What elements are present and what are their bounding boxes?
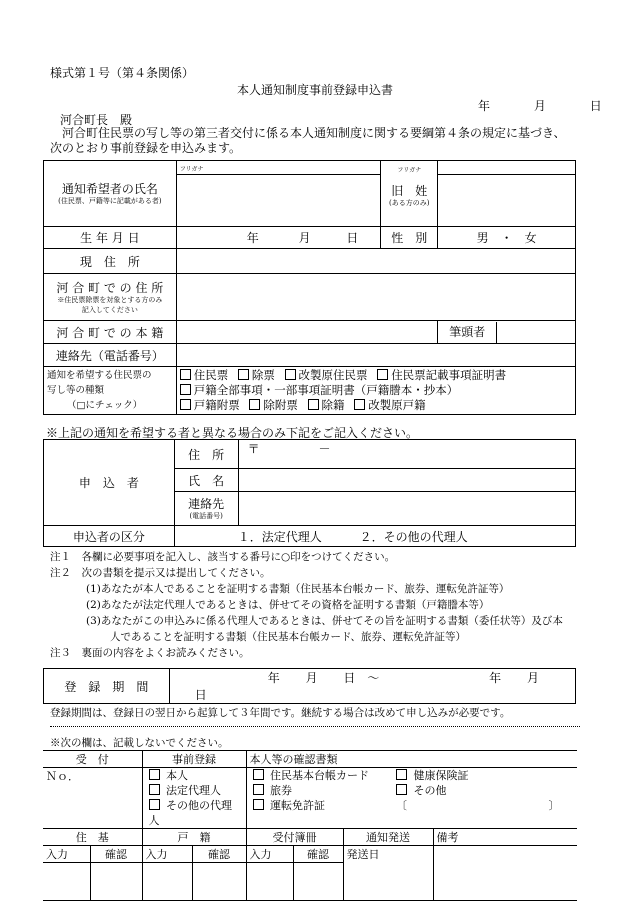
jyuki-header: 住 基 — [43, 829, 142, 846]
period-end-month: 月 — [526, 671, 539, 685]
name-input-cell[interactable] — [176, 175, 381, 227]
remarks-cell[interactable] — [433, 846, 577, 901]
prior-registration-header: 事前登録 — [142, 751, 246, 768]
birthdate-year-label: 年 — [246, 231, 259, 245]
former-name-label: 旧 姓 — [391, 183, 428, 198]
checkbox-kaisei-koseki[interactable]: 改製原戸籍 — [354, 398, 426, 412]
postal-mark: 〒 — [247, 442, 260, 456]
reg-option-self[interactable]: 本人 — [149, 768, 243, 783]
honseki-label: 河 合 町 で の 本 籍 — [44, 321, 177, 344]
reg-option-legal[interactable]: 法定代理人 — [149, 783, 243, 798]
form-title: 本人通知制度事前登録申込書 — [236, 83, 393, 97]
hittosha-input[interactable] — [497, 322, 575, 343]
doc-option-license[interactable]: 運転免許証 — [253, 798, 393, 813]
note2-item3b: 人であることを証明する書類（住民基本台帳カード、旅券、運転免許証等） — [110, 631, 467, 643]
name-note: (住民票、戸籍等に記載がある者) — [58, 197, 162, 206]
office-notice: ※次の欄は、記載しないでください。 — [50, 737, 229, 749]
note2-item3a: (3)あなたがこの申込みに係る代理人であるときは、併せてその旨を証明する書類（委任状等）及び本 — [86, 615, 563, 627]
send-date-label: 発送日 — [346, 848, 380, 861]
doc-option-juki-card[interactable]: 住民基本台帳カード — [253, 768, 393, 783]
honseki-input[interactable] — [176, 321, 438, 344]
period-start-year: 年 — [267, 671, 280, 685]
checkbox-koseki-jiko[interactable]: 戸籍全部事項・一部事項証明書（戸籍謄本・抄本） — [180, 383, 459, 397]
note2-text: 次の書類を提示又は提出してください。 — [81, 567, 271, 579]
checkbox-jofuhyo[interactable]: 除附票 — [249, 398, 298, 412]
applicant-address-input[interactable] — [238, 440, 575, 469]
note1-label: 注１ — [50, 551, 71, 563]
date-day-label: 日 — [589, 99, 602, 113]
former-furigana-cell[interactable] — [438, 161, 576, 175]
office-table — [43, 750, 577, 901]
checkbox-joseki[interactable]: 除籍 — [308, 398, 345, 412]
koseki-header: 戸 籍 — [142, 829, 246, 846]
applicant-contact-input[interactable] — [238, 492, 575, 526]
reg-options-cell — [142, 768, 246, 829]
doc-option-passport[interactable]: 旅券 — [253, 783, 393, 798]
period-start-month: 月 — [305, 671, 318, 685]
ledger-header: 受付簿冊 — [246, 829, 343, 846]
birthdate-day-label: 日 — [346, 231, 359, 245]
kawai-address-label-cell — [44, 274, 177, 321]
recipient-table — [43, 160, 576, 415]
applicant-contact-note: (電話番号) — [189, 512, 223, 521]
birthdate-input-cell[interactable] — [176, 227, 381, 249]
period-note: 登録期間は、登録日の翌日から起算して３年間です。継続する場合は改めて申し込みが必要です。 — [50, 707, 511, 719]
category-options[interactable] — [174, 526, 575, 547]
jyuki-confirm-cell[interactable] — [90, 863, 142, 901]
date-line — [478, 97, 602, 114]
sex-label: 性 別 — [381, 227, 438, 249]
koseki-confirm-cell[interactable] — [192, 863, 246, 901]
kawai-address-label: 河 合 町 で の 住 所 — [56, 281, 164, 296]
intro-paragraph: 河合町住民票の写し等の第三者交付に係る本人通知制度に関する要綱第４条の規定に基づき、次のとおり事前登録を申込みます。 — [50, 126, 566, 155]
name-label: 通知希望者の氏名 — [61, 182, 158, 197]
ledger-confirm-label: 確認 — [293, 846, 343, 863]
notice-send-header: 通知発送 — [343, 829, 433, 846]
jyuki-input-cell[interactable] — [43, 863, 90, 901]
note2-item2: (2)あなたが法定代理人であるときは、併せてその資格を証明する書類（戸籍謄本等） — [86, 599, 490, 611]
name-label-cell — [44, 161, 177, 227]
no-cell[interactable] — [43, 768, 142, 829]
furigana-label: フリガナ — [179, 166, 204, 173]
birthdate-month-label: 月 — [298, 231, 311, 245]
reception-header: 受 付 — [43, 751, 142, 768]
doc-option-insurance[interactable]: 健康保険証 — [396, 769, 469, 782]
period-tilde: ～ — [367, 671, 380, 685]
period-label: 登 録 期 間 — [44, 669, 170, 704]
koseki-confirm-label: 確認 — [192, 846, 246, 863]
form-number: 様式第１号（第４条関係） — [50, 66, 195, 80]
applicant-address-label: 住 所 — [174, 440, 238, 469]
checkbox-kaisei-juminhyo[interactable]: 改製原住民票 — [285, 368, 368, 382]
jyuki-confirm-label: 確認 — [90, 846, 142, 863]
notes — [50, 549, 590, 661]
period-table — [43, 668, 576, 704]
former-furigana-label: フリガナ — [397, 166, 422, 174]
doc-type-label-cell — [44, 367, 177, 415]
addressee: 河合町長 殿 — [60, 113, 133, 127]
bracket-open: 〔 — [396, 799, 407, 812]
confirm-docs-header: 本人等の確認書類 — [246, 751, 577, 768]
checkbox-kisai-jiko[interactable]: 住民票記載事項証明書 — [377, 368, 506, 382]
applicant-name-input[interactable] — [238, 469, 575, 492]
jyuki-input-label: 入力 — [43, 846, 90, 863]
period-end-day: 日 — [194, 688, 207, 702]
doc-options-cell — [246, 768, 577, 829]
kawai-address-note2: 記入してください — [81, 305, 138, 314]
note3-text: 裏面の内容をよくお読みください。 — [81, 647, 250, 659]
note2-item1: (1)あなたが本人であることを証明する書類（住民基本台帳カード、旅券、運転免許証等） — [86, 583, 510, 595]
note3-label: 注３ — [50, 647, 71, 659]
checkbox-juminhyo[interactable]: 住民票 — [180, 368, 229, 382]
applicant-table — [43, 439, 576, 547]
hittosha-label: 筆頭者 — [438, 322, 497, 343]
applicant-contact-label: 連絡先 — [188, 497, 225, 512]
hittosha-cell — [438, 321, 576, 344]
no-label: Ｎｏ． — [46, 770, 79, 783]
koseki-input-cell[interactable] — [142, 863, 192, 901]
send-date-cell[interactable] — [343, 846, 433, 901]
remarks-header: 備考 — [433, 829, 577, 846]
contact-label: 連絡先（電話番号） — [44, 344, 177, 367]
period-start-day: 日 — [343, 671, 356, 685]
period-end-year: 年 — [489, 671, 502, 685]
postal-dash: － — [318, 442, 331, 456]
ledger-input-cell[interactable] — [246, 863, 293, 901]
date-month-label: 月 — [533, 99, 546, 113]
birthdate-label: 生 年 月 日 — [44, 227, 177, 249]
doc-type-label1: 通知を希望する住民票の — [47, 370, 152, 381]
notice-other: ※上記の通知を希望する者と異なる場合のみ下記をご記入ください。 — [46, 426, 419, 440]
date-year-label: 年 — [478, 99, 491, 113]
applicant-contact-label-cell — [174, 492, 238, 526]
checkbox-koseki-fuhyo[interactable]: 戸籍附票 — [180, 398, 240, 412]
doc-type-label2: 写し等の種類 — [47, 385, 105, 396]
former-name-label-cell — [381, 161, 438, 227]
furigana-cell[interactable] — [176, 161, 381, 175]
category-option2[interactable]: ２．その他の代理人 — [359, 529, 468, 544]
category-option1[interactable]: １．法定代理人 — [237, 529, 322, 544]
applicant-name-label: 氏 名 — [174, 469, 238, 492]
former-name-note: (ある方のみ) — [389, 198, 430, 207]
cut-line — [50, 726, 580, 727]
note1-text: 各欄に必要事項を記入し、該当する番号に○印をつけてください。 — [81, 551, 396, 563]
koseki-input-label: 入力 — [142, 846, 192, 863]
bracket-close: 〕 — [548, 799, 560, 812]
kawai-address-note1: ※住民票除票を対象とする方のみ — [57, 296, 163, 305]
current-address-label: 現 住 所 — [44, 249, 177, 274]
applicant-label: 申 込 者 — [44, 440, 175, 526]
doc-option-other[interactable]: その他 — [396, 784, 447, 797]
current-address-input[interactable] — [176, 249, 575, 274]
ledger-input-label: 入力 — [246, 846, 293, 863]
note2-label: 注２ — [50, 567, 71, 579]
period-input[interactable] — [169, 669, 575, 704]
doc-type-label3: （□にチェック） — [67, 400, 143, 411]
former-name-input-cell[interactable] — [438, 175, 576, 227]
sex-options[interactable]: 男 ・ 女 — [438, 227, 576, 249]
doc-type-options — [176, 367, 575, 415]
category-label: 申込者の区分 — [44, 526, 175, 547]
kawai-address-input[interactable] — [176, 274, 575, 321]
checkbox-johyo[interactable]: 除票 — [238, 368, 275, 382]
ledger-confirm-cell[interactable] — [293, 863, 343, 901]
reg-option-other[interactable]: その他の代理人 — [148, 799, 232, 827]
contact-input[interactable] — [176, 344, 575, 367]
